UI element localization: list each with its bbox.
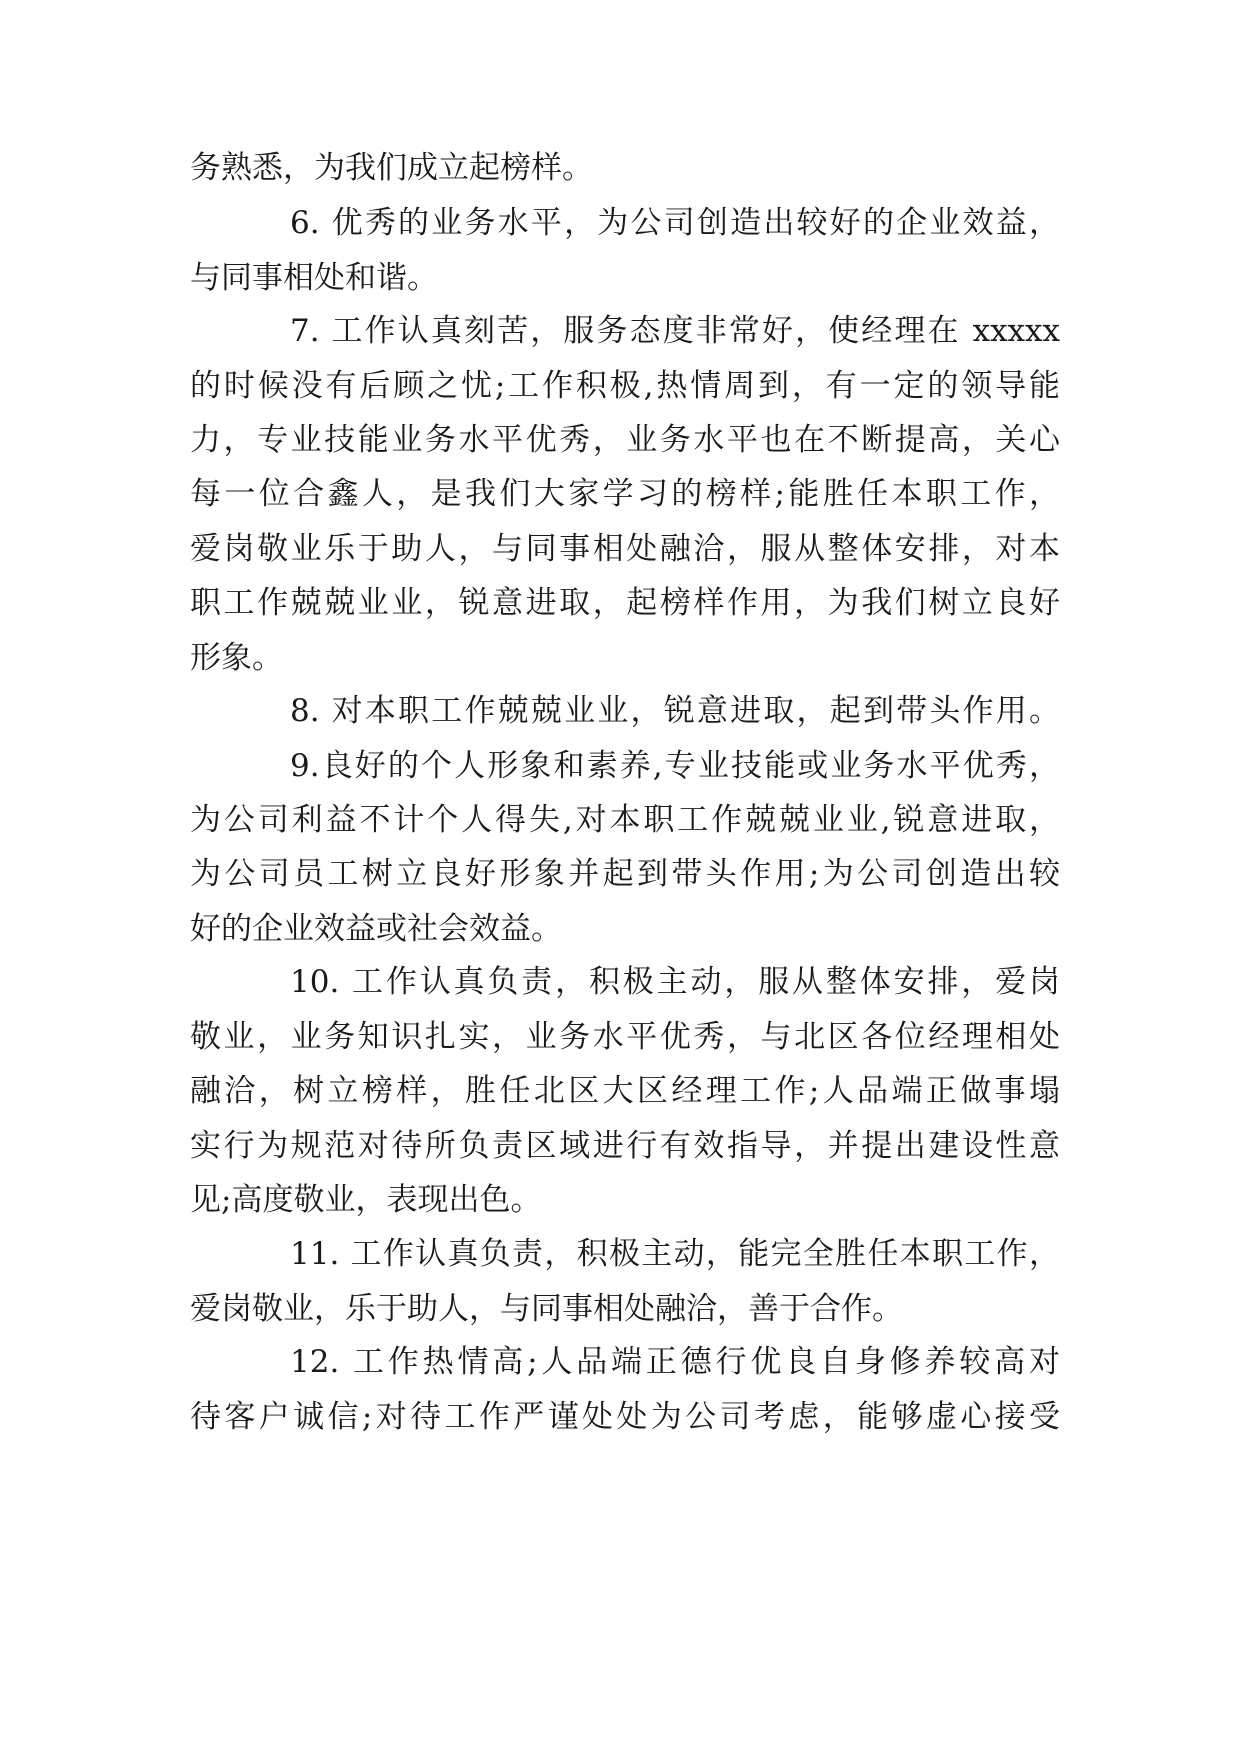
text-line: 6. 优秀的业务水平，为公司创造出较好的企业效益， (290, 205, 1060, 241)
text-line: 职工作兢兢业业，锐意进取，起榜样作用，为我们树立良好 (190, 585, 1060, 621)
text-line: 见;高度敬业，表现出色。 (190, 1182, 542, 1218)
text-line: 每一位合鑫人，是我们大家学习的榜样;能胜任本职工作， (190, 476, 1060, 512)
text-line: 的时候没有后顾之忧;工作积极,热情周到，有一定的领导能 (190, 368, 1060, 404)
text-line: 务熟悉，为我们成立起榜样。 (190, 150, 593, 186)
text-line: 力，专业技能业务水平优秀，业务水平也在不断提高，关心 (190, 422, 1060, 458)
text-line: 融洽，树立榜样，胜任北区大区经理工作;人品端正做事塌 (190, 1073, 1060, 1109)
text-line: 好的企业效益或社会效益。 (190, 911, 562, 947)
text-line: 爱岗敬业乐于助人，与同事相处融洽，服从整体安排，对本 (190, 531, 1060, 567)
text-line: 形象。 (190, 640, 283, 676)
text-line: 为公司利益不计个人得失,对本职工作兢兢业业,锐意进取， (190, 802, 1060, 838)
text-line: 8. 对本职工作兢兢业业，锐意进取，起到带头作用。 (290, 693, 1060, 729)
text-line: 为公司员工树立良好形象并起到带头作用;为公司创造出较 (190, 856, 1060, 892)
text-line: 12. 工作热情高;人品端正德行优良自身修养较高对 (290, 1344, 1060, 1380)
text-line: 11. 工作认真负责，积极主动，能完全胜任本职工作， (290, 1236, 1060, 1272)
text-line: 与同事相处和谐。 (190, 260, 438, 296)
text-line: 9.良好的个人形象和素养,专业技能或业务水平优秀， (290, 748, 1060, 784)
text-line: 待客户诚信;对待工作严谨处处为公司考虑，能够虚心接受 (190, 1399, 1060, 1435)
text-line: 爱岗敬业，乐于助人，与同事相处融洽，善于合作。 (190, 1291, 903, 1327)
text-line: 实行为规范对待所负责区域进行有效指导，并提出建设性意 (190, 1128, 1060, 1164)
text-line: 10. 工作认真负责，积极主动，服从整体安排，爱岗 (290, 964, 1060, 1000)
text-line: 7. 工作认真刻苦，服务态度非常好，使经理在 xxxxx (290, 313, 1060, 349)
text-line: 敬业，业务知识扎实，业务水平优秀，与北区各位经理相处 (190, 1019, 1060, 1055)
